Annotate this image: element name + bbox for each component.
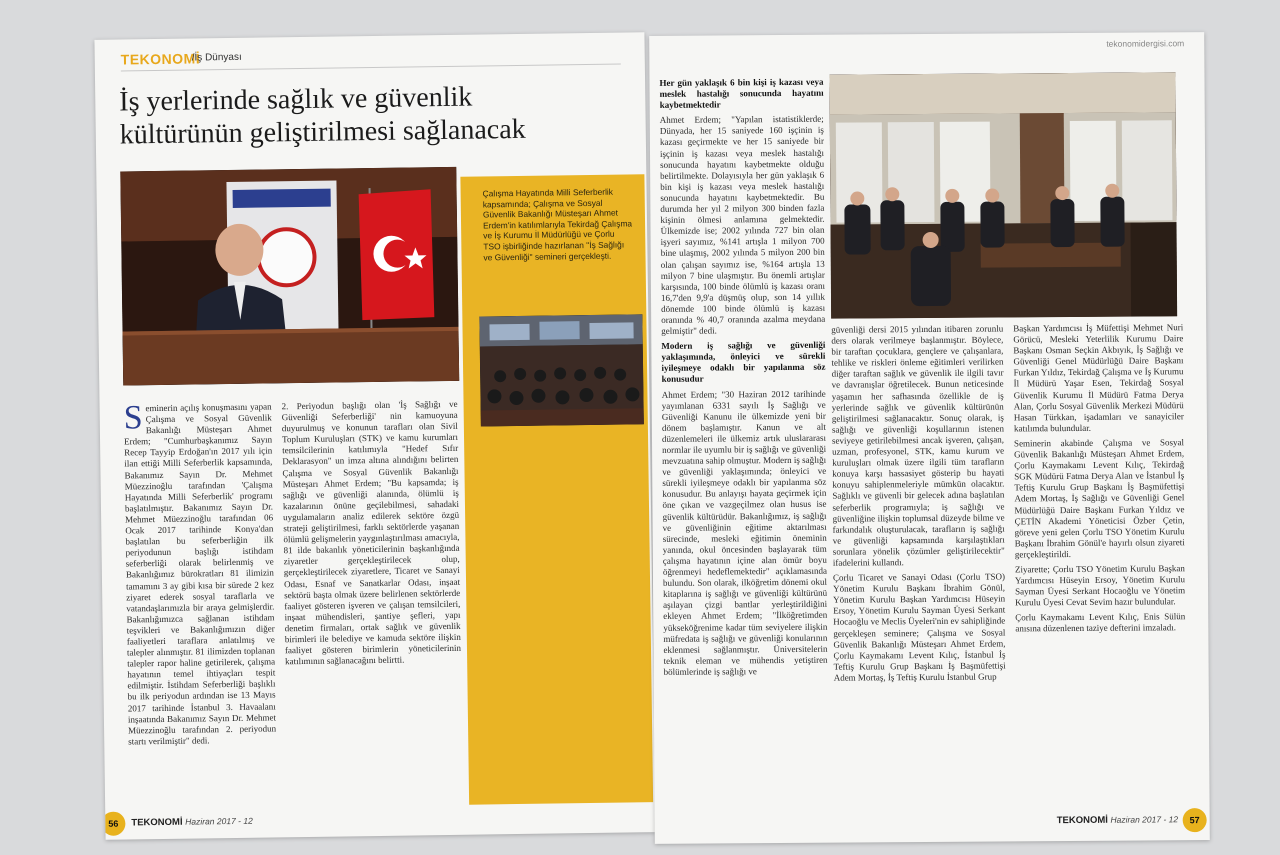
sub-heading: Modern iş sağlığı ve güvenliği yaklaşımında, önleyici ve sürekli iyileşmeye odaklı bir yapılanma söz konusudur (661, 339, 826, 385)
page-number: 56 (101, 812, 125, 836)
page-footer (655, 808, 1210, 842)
body-column-3 (1013, 322, 1185, 639)
right-page (649, 32, 1210, 844)
lead-heading: Her gün yaklaşık 6 bin kişi iş kazası veya meslek hastalığı sonucunda hayatını kaybetmektedir (659, 76, 824, 111)
highlight-sidebar (460, 174, 653, 805)
sidebar-summary: Çalışma Hayatında Milli Seferberlik kapsamında; Çalışma ve Sosyal Güvenlik Bakanlığı Müsteşarı Ahmet Erdem'in katılımlarıyla Tekirdağ Çalışma ve İş Kurumu İl Müdürlüğü ve Çorlu TSO işbirliğinde hazırlanan "İş Sağlığı ve Güvenliği" semineri gerçekleşti. (482, 186, 633, 263)
footer-brand: TEKONOMİ Haziran 2017 - 12 (131, 815, 253, 829)
body-paragraph: Başkan Yardımcısı İş Müfettişi Mehmet Nuri Görücü, Mesleki Yeterlilik Kurumu Daire Başkanı Osman Seçkin Akbıyık, İş Sağlığı ve Güvenliği Genel Müdürlüğü Daire Başkanı Furkan Yıldız, Tekirdağ Çalışma ve İş Kurumu İl Müdürü Yaşar Esen, Tekirdağ Sosyal Güvenlik Kurumu İl Müdürü Fatma Derya Alan, Çorlu Sosyal Güvenlik Merkezi Müdürü Hasan Türkkan, işadamları ve sanayiciler katılımda bulundular. (1013, 322, 1184, 434)
footer-brand: TEKONOMİ Haziran 2017 - 12 (1056, 814, 1179, 827)
magazine-brand: TEKONOMİ (120, 50, 201, 68)
body-paragraph: Ziyarette; Çorlu TSO Yönetim Kurulu Başkan Yardımcısı Hüseyin Ersoy, Yönetim Kurulu Sayman Üyesi Serkant Hocaoğlu ve Yönetim Kurulu Üyesi Cevat Sevim hazır bulundular. (1014, 563, 1186, 608)
body-paragraph: Ahmet Erdem; "Yapılan istatistiklerde; Dünyada, her 15 saniyede 160 işçinin iş kazası geçirmekte ve her 15 saniyede bir işçinin iş kazası veya meslek hastalığı sonucunda hayatını kaybetmekte olduğu belirtilmekte. Dolayısıyla her gün yaklaşık 6 bin kişi iş kazası veya meslek hastalığı sonucunda hayatını kaybetmektedir. Bu durumda her yıl 2 milyon 300 binden fazla kişinin ölmesi anlamına gelmektedir. Ülkemizde ise; 2002 yılında 727 bin olan işyeri sayımız, %141 artışla 1 milyon 700 bine ulaşmış, 2002 yılında 5 milyon 200 bin olan çalışan sayımız ise, %164 artışla 13 milyon 7 bine ulaşmıştır. Bu önemli artışlar karşısında, 100 binde ölümlü iş kazası oranı 16,7'den 9,9'a düşmüş olup, son 14 yıllık dönemde 100 binde ölümlü iş kazası oranında % 40,7 oranında azalma meydana gelmiştir" dedi. (659, 114, 826, 336)
body-paragraph: Seminerin akabinde Çalışma ve Sosyal Güvenlik Bakanlığı Müsteşarı Ahmet Erdem, Çorlu Kaymakamı Levent Kılıç, Tekirdağ SGK Müdürü Fatma Derya Alan ve İstanbul İş Teftiş Kurulu Grup Başkanı İş Başmüfettişi Adem Mortaş, İş Sağlığı ve Güvenliği Genel Müdürlüğü Daire Başkanı Furkan Yıldız ve ÇETİN Akademi Yöneticisi Özber Çetin, göreve yeni gelen Çorlu TSO Yönetim Kurulu Başkanı İbrahim Gönül'e hayırlı olsun ziyareti gerçekleştirildi. (1014, 437, 1185, 560)
body-column-1 (659, 77, 827, 682)
meeting-photo (829, 72, 1177, 318)
page-footer (105, 802, 655, 840)
section-label: /İş Dünyası (191, 51, 242, 64)
article-title: İş yerlerinde sağlık ve güvenlik kültürünün geliştirilmesi sağlanacak (119, 81, 526, 151)
issue-date: Haziran 2017 - 12 (185, 815, 253, 827)
body-column-2 (831, 323, 1006, 687)
body-paragraph: Seminerin açılış konuşmasını yapan Çalışma ve Sosyal Güvenlik Bakanlığı Müsteşarı Ahmet Erdem; "Cumhurbaşkanımız Sayın Recep Tayyip Erdoğan'ın 2017 yılı için ilan ettiği Milli Seferberlik kapsamında, Bakanımız Sayın Dr. Mehmet Müezzinoğlu tarafından 'Çalışma Hayatında Milli Seferberlik' programı başlatılmıştır. Bakanımız Sayın Dr. Mehmet Müezzinoğlu tarafından 06 Ocak 2017 tarihinde Konya'dan başlatılan bu seferberliğin ilk periyodunun başlığı istihdam seferberliği olarak belirlenmiş ve Bakanlığımız bürokratları 81 ilimizin tamamını 3 ay gibi kısa bir sürede 2 kez ziyaret ederek sosyal taraflarla ve vatandaşlarımızla bir araya gelmişlerdir. Bakanlığımızca sağlanan istihdam teşvikleri ve Bakanlığımızın diğer faaliyetleri taraflara anlatılmış ve talepler alınmıştır. 81 ilimizden toplanan talepler rapor haline getirilerek, çalışma hayatının temel ihtiyaçları tespit edilmiştir. İstihdam Seferberliği başlıklı bu ilk periyodun ardından ise 13 Mayıs 2017 tarihinde İstanbul 3. Havaalanı inşaatında Bakanımız Sayın Dr. Mehmet Müezzinoğlu tarafından 2. periyodun startı verilmiştir" dedi. (123, 399, 277, 747)
issue-date: Haziran 2017 - 12 (1110, 814, 1179, 825)
left-page (94, 32, 655, 840)
body-paragraph: Çorlu Kaymakamı Levent Kılıç, Enis Sülün anısına düzenlenen taziye defterini imzaladı. (1015, 611, 1186, 634)
body-paragraph: Ahmet Erdem; "30 Haziran 2012 tarihinde yayımlanan 6331 sayılı İş Sağlığı ve Güvenliği Kanunu ile ülkemizde yeni bir dönem başlamıştır. Kanun ve alt düzenlemeleri ile ülkemiz artık uluslararası normlar ile uyumlu bir iş sağlığı ve güvenliği mevzuatına sahip olmuştur. Modern iş sağlığı ve güvenliği yaklaşımında; önleyici ve sürekli iyileşmeye odaklı bir yapılanma söz konusudur. Bu anlayışı hayata geçirmek için öne çıkan ve vazgeçilmez olan husus ise güvenlik kültürüdür. Bakanlığımız, iş sağlığı ve güvenliğinin eğitime aktarılması sürecinde, mesleki eğitimin öneminin yanında, okul öncesinden başlayarak tüm çalışma hayatının içine alan ömür boyu öğrenmeyi hedeflemektedir" açıklamasında bulundu. Son olarak, ilköğretim dönemi okul kitaplarına iş sağlığı ve güvenliği kültürünü aşılayan çizgi bantlar yerleştirildiğini ekleyen Ahmet Erdem; "İlköğretimden yükseköğrenime kadar tüm seviyelere ilişkin müfredata iş sağlığı ve güvenliği konularının eklenmesi sağlanmıştır. Üniversitelerin teknik eleman ve mühendis yetiştiren bölümlerinde iş sağlığı ve (661, 388, 828, 677)
speaker-photo (120, 167, 459, 386)
body-column-2 (282, 399, 462, 672)
drop-cap: S (123, 399, 143, 437)
site-url: tekonomidergisi.com (1106, 38, 1185, 49)
body-paragraph: 2. Periyodun başlığı olan 'İş Sağlığı ve Güvenliği Seferberliği' nin kamuoyuna duyurulmuş ve konunun tarafları olan Sivil Toplum Kuruluşları (STK) ve kamu kurumları temsilcilerinin katılımıyla "Hedef Sıfır Deklarasyon" un imza altına alındığını belirten Çalışma ve Sosyal Güvenlik Bakanlığı Müsteşarı Ahmet Erdem; "Bu kapsamda; iş sağlığı ve güvenliği alanında, ölümlü iş kazalarının önüne geçilebilmesi, sahadaki uygulamaların analiz edilerek sektöre özgü strateji geliştirilmesi, farklı sektörlerde yaşanan ölümlü gelişmelerin yaygınlaştırılması amacıyla, 81 ilde bakanlık yöneticilerinin başkanlığında ziyaretler gerçekleştirilecek olup, gerçekleştirilecek ziyaretlere, Ticaret ve Sanayi Odası, Esnaf ve Sanatkarlar Odası, inşaat sektörü başta olmak üzere belirlenen sektörlerde faaliyet gösteren işveren ve çalışan temsilcileri, inşaat mühendisleri, şantiye şefleri, yapı denetim firmaları, ortak sağlık ve güvenlik birimleri ile belediye ve kamuda sektöre ilişkin faaliyet gösteren birimlerin yöneticilerinin katılımının sağlanacağını belirtti. (281, 398, 462, 667)
body-paragraph: güvenliği dersi 2015 yılından itibaren zorunlu ders olarak verilmeye başlanmıştır. Böylece, bir taraftan çocuklara, gençlere ve çalışanlara, tehlike ve riskleri önleme eğitimleri verilirken diğer taraftan sağlık ve güvenlik ile ilgili tavır ve davranışlar öğretilecek. Bunun neticesinde yaşamın her safhasında özellikle de iş yerlerinde sağlık ve güvenlik kültürünün geliştirilmesi sağlanacaktır. Sonuç olarak, iş sağlığı ve güvenliği koşullarının istenen seviyeye getirilebilmesi ancak işveren, çalışan, uzman, profesyonel, STK, kamu kurum ve kuruluşları olmak üzere ilgili tüm tarafların konuya karşı hassasiyet gösterip bu hayati konuyu sahiplenmeleriyle mümkün olacaktır. Sağlıklı ve güvenli bir gelecek adına başlatılan seferberlik programıyla; iş sağlığı ve güvenliğine ilişkin toplumsal düzeyde bilme ve farkındalık oluşturulacak, tarafların iş sağlığı ve güvenliği kapsamında karşılaştıkları sorunlara yönelik çözümler geliştirilecektir" ifadelerini kullandı. (831, 323, 1005, 568)
body-column-1 (124, 401, 277, 751)
page-number: 57 (1183, 808, 1207, 832)
body-paragraph: Çorlu Ticaret ve Sanayi Odası (Çorlu TSO) Yönetim Kurulu Başkanı İbrahim Gönül, Yönetim Kurulu Başkan Yardımcısı Hüseyin Ersoy, Yönetim Kurulu Sayman Üyesi Serkant Hocaoğlu ve Meclis Üyeleri'nin ev sahipliğinde gerçekleşen seminere; Çalışma ve Sosyal Güvenlik Bakanlığı Müsteşarı Ahmet Erdem, Çorlu Kaymakamı Levent Kılıç, İstanbul İş Teftiş Kurulu Grup Başkanı İş Başmüfettişi Adem Mortaş, İş Teftiş Kurulu İstanbul Grup (832, 571, 1006, 683)
audience-photo (479, 314, 644, 426)
